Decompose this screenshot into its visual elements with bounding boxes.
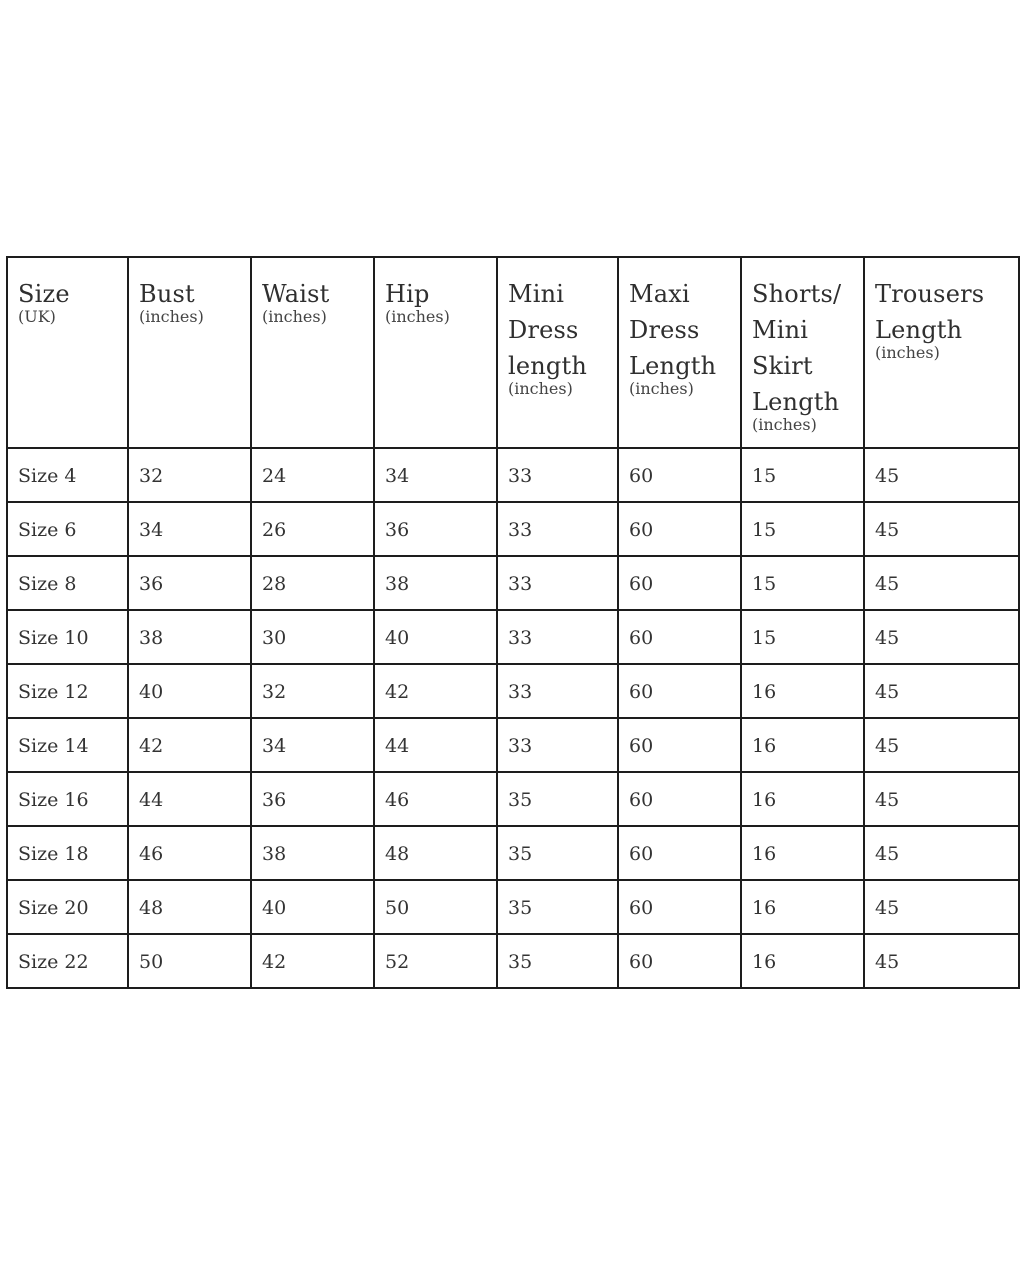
measurement-cell: 16: [741, 772, 864, 826]
measurement-cell: 60: [618, 448, 741, 502]
size-cell: Size 10: [7, 610, 128, 664]
header-label: Waist: [262, 280, 330, 308]
measurement-cell: 38: [128, 610, 251, 664]
measurement-cell: 45: [864, 664, 1019, 718]
measurement-cell: 16: [741, 664, 864, 718]
measurement-cell: 45: [864, 556, 1019, 610]
measurement-cell: 32: [251, 664, 374, 718]
header-label: Mini Dress length: [508, 280, 588, 380]
measurement-cell: 45: [864, 772, 1019, 826]
header-label: Maxi Dress Length: [629, 280, 717, 380]
size-cell: Size 4: [7, 448, 128, 502]
measurement-cell: 44: [128, 772, 251, 826]
measurement-cell: 34: [251, 718, 374, 772]
measurement-cell: 26: [251, 502, 374, 556]
measurement-cell: 15: [741, 448, 864, 502]
measurement-cell: 35: [497, 880, 618, 934]
size-chart-container: [6, 256, 1018, 989]
header-hip: [374, 257, 497, 448]
measurement-cell: 40: [128, 664, 251, 718]
table-row: [7, 502, 1019, 556]
measurement-cell: 45: [864, 448, 1019, 502]
measurement-cell: 60: [618, 502, 741, 556]
measurement-cell: 50: [128, 934, 251, 988]
measurement-cell: 36: [128, 556, 251, 610]
table-row: [7, 772, 1019, 826]
measurement-cell: 15: [741, 556, 864, 610]
size-cell: Size 16: [7, 772, 128, 826]
table-row: [7, 880, 1019, 934]
measurement-cell: 16: [741, 880, 864, 934]
size-cell: Size 8: [7, 556, 128, 610]
table-row: [7, 610, 1019, 664]
measurement-cell: 33: [497, 448, 618, 502]
measurement-cell: 45: [864, 934, 1019, 988]
measurement-cell: 48: [128, 880, 251, 934]
size-chart-header: [7, 257, 1019, 448]
measurement-cell: 35: [497, 934, 618, 988]
measurement-cell: 44: [374, 718, 497, 772]
measurement-cell: 40: [251, 880, 374, 934]
header-label: Shorts/ Mini Skirt Length: [752, 280, 842, 416]
measurement-cell: 60: [618, 880, 741, 934]
measurement-cell: 35: [497, 772, 618, 826]
header-label: Trousers Length: [875, 280, 985, 344]
measurement-cell: 45: [864, 502, 1019, 556]
size-cell: Size 12: [7, 664, 128, 718]
header-label: Size: [18, 280, 70, 308]
header-unit: (inches): [629, 379, 694, 398]
measurement-cell: 45: [864, 826, 1019, 880]
measurement-cell: 38: [251, 826, 374, 880]
header-shorts-mini-skirt-length: [741, 257, 864, 448]
measurement-cell: 33: [497, 610, 618, 664]
measurement-cell: 45: [864, 718, 1019, 772]
measurement-cell: 48: [374, 826, 497, 880]
size-cell: Size 20: [7, 880, 128, 934]
measurement-cell: 42: [374, 664, 497, 718]
measurement-cell: 16: [741, 718, 864, 772]
measurement-cell: 60: [618, 772, 741, 826]
measurement-cell: 46: [374, 772, 497, 826]
header-unit: (inches): [508, 379, 573, 398]
measurement-cell: 42: [128, 718, 251, 772]
table-row: [7, 718, 1019, 772]
table-row: [7, 934, 1019, 988]
measurement-cell: 34: [374, 448, 497, 502]
header-waist: [251, 257, 374, 448]
header-trousers-length: [864, 257, 1019, 448]
measurement-cell: 38: [374, 556, 497, 610]
header-maxi-dress-length: [618, 257, 741, 448]
header-row: [7, 257, 1019, 448]
header-unit: (inches): [752, 415, 817, 434]
measurement-cell: 34: [128, 502, 251, 556]
measurement-cell: 24: [251, 448, 374, 502]
measurement-cell: 16: [741, 826, 864, 880]
measurement-cell: 33: [497, 718, 618, 772]
measurement-cell: 15: [741, 610, 864, 664]
measurement-cell: 60: [618, 610, 741, 664]
measurement-cell: 33: [497, 664, 618, 718]
size-cell: Size 18: [7, 826, 128, 880]
header-unit: (UK): [18, 307, 56, 326]
measurement-cell: 52: [374, 934, 497, 988]
measurement-cell: 35: [497, 826, 618, 880]
table-row: [7, 556, 1019, 610]
size-chart-table: [6, 256, 1020, 989]
measurement-cell: 60: [618, 664, 741, 718]
table-row: [7, 664, 1019, 718]
measurement-cell: 40: [374, 610, 497, 664]
measurement-cell: 45: [864, 880, 1019, 934]
header-unit: (inches): [385, 307, 450, 326]
table-row: [7, 826, 1019, 880]
measurement-cell: 60: [618, 934, 741, 988]
table-row: [7, 448, 1019, 502]
measurement-cell: 42: [251, 934, 374, 988]
measurement-cell: 45: [864, 610, 1019, 664]
measurement-cell: 60: [618, 826, 741, 880]
header-mini-dress-length: [497, 257, 618, 448]
measurement-cell: 33: [497, 556, 618, 610]
header-size: [7, 257, 128, 448]
measurement-cell: 60: [618, 718, 741, 772]
size-chart-body: [7, 448, 1019, 988]
measurement-cell: 16: [741, 934, 864, 988]
size-cell: Size 6: [7, 502, 128, 556]
measurement-cell: 36: [251, 772, 374, 826]
measurement-cell: 46: [128, 826, 251, 880]
measurement-cell: 32: [128, 448, 251, 502]
measurement-cell: 60: [618, 556, 741, 610]
size-cell: Size 22: [7, 934, 128, 988]
measurement-cell: 36: [374, 502, 497, 556]
size-cell: Size 14: [7, 718, 128, 772]
measurement-cell: 28: [251, 556, 374, 610]
header-unit: (inches): [262, 307, 327, 326]
header-bust: [128, 257, 251, 448]
measurement-cell: 33: [497, 502, 618, 556]
header-unit: (inches): [139, 307, 204, 326]
header-label: Bust: [139, 280, 195, 308]
header-unit: (inches): [875, 343, 940, 362]
measurement-cell: 50: [374, 880, 497, 934]
measurement-cell: 15: [741, 502, 864, 556]
header-label: Hip: [385, 280, 430, 308]
measurement-cell: 30: [251, 610, 374, 664]
